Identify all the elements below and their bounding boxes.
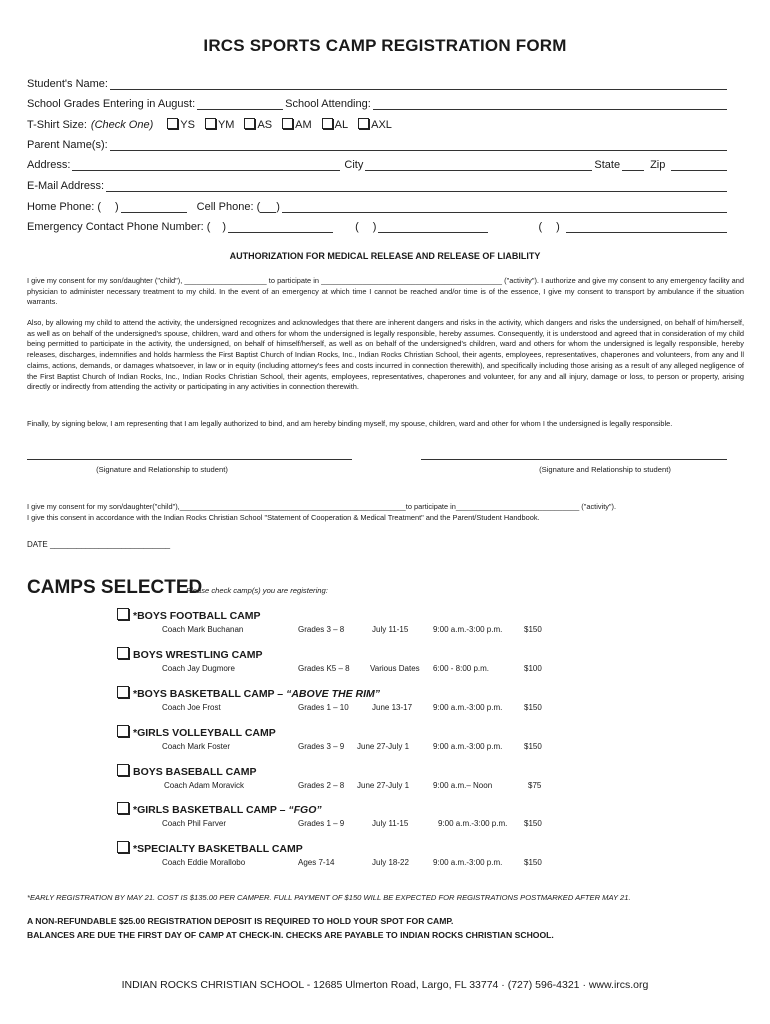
emergency-field-3[interactable]: [566, 222, 727, 233]
authorization-paragraph-1: I give my consent for my son/daughter ("child"), ____________________ to participate in ____________________________________________ ("activity"). I authorize and give my consent to any emergency facility and physician to administer necessary treatment to my child. In the event of an emergency at which time I cannot be reached and/or time is of the essence, I give my consent to transport by ambulance if the situation warrants.: [27, 276, 744, 307]
camp-name: BOYS WRESTLING CAMP: [133, 649, 263, 661]
camp-title: [117, 764, 256, 778]
student-name-field[interactable]: [110, 79, 727, 90]
city-field[interactable]: [365, 160, 592, 171]
tshirt-size-label: AXL: [371, 119, 392, 131]
camp-dates: July 11-15: [372, 819, 409, 828]
camp-coach: Coach Joe Frost: [162, 703, 221, 712]
emergency-open-2: (: [355, 221, 359, 233]
tshirt-checkbox-ys[interactable]: [167, 118, 178, 129]
school-label: School Attending:: [285, 98, 371, 110]
camp-dates: June 13-17: [372, 703, 413, 712]
camp-price: $150: [524, 625, 542, 634]
camp-name: *SPECIALTY BASKETBALL CAMP: [133, 843, 303, 855]
signature-line-right[interactable]: [421, 459, 727, 460]
camp-time: 9:00 a.m.-3:00 p.m.: [433, 742, 503, 751]
emergency-close-2: ): [372, 221, 377, 233]
city-label: City: [344, 159, 364, 171]
signature-label-left: (Signature and Relationship to student): [96, 465, 228, 474]
signature-label-right: (Signature and Relationship to student): [539, 465, 671, 474]
camp-title: [117, 802, 322, 816]
camp-price: $75: [528, 781, 542, 790]
zip-label: Zip: [650, 159, 666, 171]
address-label: Address:: [27, 159, 71, 171]
cell-area-field[interactable]: [260, 202, 276, 213]
emergency-field-1[interactable]: [228, 222, 333, 233]
home-phone-label: Home Phone: (: [27, 201, 101, 213]
camps-heading: CAMPS SELECTED: [27, 577, 203, 598]
tshirt-checkbox-ym[interactable]: [205, 118, 216, 129]
camp-checkbox[interactable]: [117, 725, 129, 737]
camp-name: *BOYS FOOTBALL CAMP: [133, 610, 261, 622]
tshirt-checkbox-axl[interactable]: [358, 118, 369, 129]
camp-time: 9:00 a.m.-3:00 p.m.: [438, 819, 508, 828]
grades-label: School Grades Entering in August:: [27, 98, 196, 110]
cell-phone-field[interactable]: [282, 202, 727, 213]
email-field[interactable]: [106, 181, 727, 192]
camp-name-emphasis: “FGO”: [288, 804, 322, 816]
tshirt-size-label: YM: [217, 119, 235, 131]
cell-phone-close: ): [276, 201, 280, 213]
parent-field[interactable]: [110, 140, 727, 151]
parent-label: Parent Name(s):: [27, 139, 108, 151]
camp-price: $100: [524, 664, 542, 673]
camp-time: 9:00 a.m.-3:00 p.m.: [433, 625, 503, 634]
authorization-heading: AUTHORIZATION FOR MEDICAL RELEASE AND RELEASE OF LIABILITY: [229, 251, 541, 261]
camp-grades: Grades K5 – 8: [298, 664, 350, 673]
authorization-paragraph-3: Finally, by signing below, I am representing that I am legally authorized to bind, and am hereby binding myself, my spouse, children, ward and other for whom I the undersigned is legally responsible.: [27, 419, 673, 428]
camp-time: 9:00 a.m.-3:00 p.m.: [433, 703, 503, 712]
state-label: State: [594, 159, 621, 171]
camp-grades: Grades 1 – 10: [298, 703, 349, 712]
tshirt-hint: (Check One): [90, 119, 154, 131]
state-field[interactable]: [622, 160, 644, 171]
cell-phone-label: Cell Phone: (: [196, 201, 261, 213]
camp-price: $150: [524, 703, 542, 712]
phone-row: [27, 199, 727, 213]
email-label: E-Mail Address:: [27, 180, 105, 192]
camp-dates: July 18-22: [372, 858, 409, 867]
parent-row: [27, 137, 727, 151]
grades-field[interactable]: [197, 99, 283, 110]
camp-grades: Grades 2 – 8: [298, 781, 345, 790]
early-registration-note: *EARLY REGISTRATION BY MAY 21. COST IS $135.00 PER CAMPER. FULL PAYMENT OF $150 WILL BE EXPECTED FOR REGISTRATIONS POSTMARKED AFTER MAY 21.: [27, 893, 631, 902]
camp-name: BOYS BASEBALL CAMP: [133, 766, 257, 778]
camp-checkbox[interactable]: [117, 764, 129, 776]
authorization-paragraph-2: Also, by allowing my child to attend the activity, the undersigned recognizes and acknowledges that there are inherent dangers and risks in the activity, which dangers and risks the undersigned, on behalf of him/herself, as well as on behalf of the undersigned's spouse, children, ward and others for whom the undersigned is legally responsible, hereby assumes. Consequently, it is understood and agreed that in consideration of my child being permitted to participate in the activity, the undersigned, on behalf of himself/herself, as well as on behalf of the undersigned's children, ward and others for whom the undersigned is legally responsible, hereby releases, discharges, indemnifies and holds harmless the First Baptist Church of Indian Rocks, Inc., Indian Rocks Christian School, their agents, employees, representatives, chaperones and volunteers, from any and ll claims, actions, demands, or damages whatsoever, in law or in equity (including attorney's fees and costs incurred in connection therewith), and specifically including those arising as a result of any alleged negligence of the First Baptist Church of Indian Rocks, Inc., Indian Rocks Christian School, their agents, employees, representatives, chaperones and volunteer, for any and all injury, damage or loss, to person or property, arising directly or indirectly from attending the activity or participating in any activities in connection therewith.: [27, 318, 744, 392]
address-row: [27, 157, 727, 171]
tshirt-size-label: YS: [180, 119, 195, 131]
camp-name-emphasis: “ABOVE THE RIM”: [286, 688, 380, 700]
zip-field[interactable]: [671, 160, 727, 171]
school-field[interactable]: [373, 99, 727, 110]
emergency-row: [27, 219, 727, 233]
camp-coach: Coach Mark Foster: [162, 742, 231, 751]
tshirt-size-label: AM: [295, 119, 312, 131]
camp-checkbox[interactable]: [117, 647, 129, 659]
camp-title: [117, 841, 303, 855]
camp-grades: Grades 1 – 9: [298, 819, 345, 828]
home-phone-field[interactable]: [121, 202, 187, 213]
camp-coach: Coach Jay Dugmore: [162, 664, 235, 673]
camp-checkbox[interactable]: [117, 841, 129, 853]
camp-title: [117, 725, 276, 739]
signature-line-left[interactable]: [27, 459, 352, 460]
camp-title: [117, 608, 261, 622]
email-row: [27, 178, 727, 192]
grades-row: [27, 96, 727, 110]
tshirt-label: T-Shirt Size:: [27, 119, 87, 131]
camp-name: *BOYS BASKETBALL CAMP –: [133, 688, 287, 700]
camp-grades: Grades 3 – 9: [298, 742, 345, 751]
camp-price: $150: [524, 819, 542, 828]
consent-line-2: I give this consent in accordance with the Indian Rocks Christian School "Statement of Cooperation & Medical Treatment" and the Parent/Student Handbook.: [27, 513, 540, 522]
tshirt-row: [27, 117, 727, 131]
address-field[interactable]: [72, 160, 340, 171]
student-name-row: [27, 76, 727, 90]
camp-title: [117, 686, 380, 700]
camp-dates: Various Dates: [370, 664, 420, 673]
camp-grades: Ages 7-14: [298, 858, 335, 867]
camp-dates: July 11-15: [372, 625, 409, 634]
emergency-close-1: ): [222, 221, 227, 233]
camp-grades: Grades 3 – 8: [298, 625, 345, 634]
camp-name: *GIRLS VOLLEYBALL CAMP: [133, 727, 276, 739]
camp-name: *GIRLS BASKETBALL CAMP –: [133, 804, 289, 816]
emergency-open-3: (: [538, 221, 543, 233]
camp-coach: Coach Adam Moravick: [164, 781, 245, 790]
camp-checkbox[interactable]: [117, 608, 129, 620]
tshirt-checkbox-as[interactable]: [244, 118, 255, 129]
emergency-field-2[interactable]: [378, 222, 488, 233]
camp-title: [117, 647, 263, 661]
balances-note: BALANCES ARE DUE THE FIRST DAY OF CAMP AT CHECK-IN. CHECKS ARE PAYABLE TO INDIAN ROCKS CHRISTIAN SCHOOL.: [27, 930, 554, 940]
school-footer: INDIAN ROCKS CHRISTIAN SCHOOL - 12685 Ulmerton Road, Largo, FL 33774 · (727) 596-4321 · www.ircs.org: [121, 979, 649, 991]
tshirt-size-label: AS: [257, 119, 273, 131]
consent-line-1: I give my consent for my son/daughter("child"),_______________________________________________________to participate in______________________________ ("activity").: [27, 502, 617, 511]
camp-coach: Coach Eddie Morallobo: [162, 858, 246, 867]
camp-coach: Coach Mark Buchanan: [162, 625, 244, 634]
emergency-close-3: ): [556, 221, 560, 233]
student-name-label: Student's Name:: [27, 78, 108, 90]
tshirt-options: [157, 118, 392, 131]
camp-time: 9:00 a.m.-3:00 p.m.: [433, 858, 503, 867]
emergency-label: Emergency Contact Phone Number: (: [27, 221, 211, 233]
camp-time: 6:00 - 8:00 p.m.: [433, 664, 490, 673]
deposit-note: A NON-REFUNDABLE $25.00 REGISTRATION DEPOSIT IS REQUIRED TO HOLD YOUR SPOT FOR CAMP.: [27, 916, 454, 926]
home-phone-close: ): [114, 201, 119, 213]
tshirt-checkbox-al[interactable]: [322, 118, 333, 129]
camp-dates: June 27-July 1: [357, 781, 410, 790]
form-title: IRCS SPORTS CAMP REGISTRATION FORM: [203, 36, 567, 55]
camp-time: 9:00 a.m.– Noon: [433, 781, 493, 790]
camp-checkbox[interactable]: [117, 802, 129, 814]
camps-subheading: Please check camp(s) you are registering:: [186, 586, 328, 595]
camp-price: $150: [524, 742, 542, 751]
camp-coach: Coach Phil Farver: [162, 819, 227, 828]
date-line: DATE ___________________________: [27, 540, 171, 549]
tshirt-checkbox-am[interactable]: [282, 118, 293, 129]
camp-price: $150: [524, 858, 542, 867]
camp-dates: June 27-July 1: [357, 742, 410, 751]
camp-checkbox[interactable]: [117, 686, 129, 698]
tshirt-size-label: AL: [334, 119, 349, 131]
